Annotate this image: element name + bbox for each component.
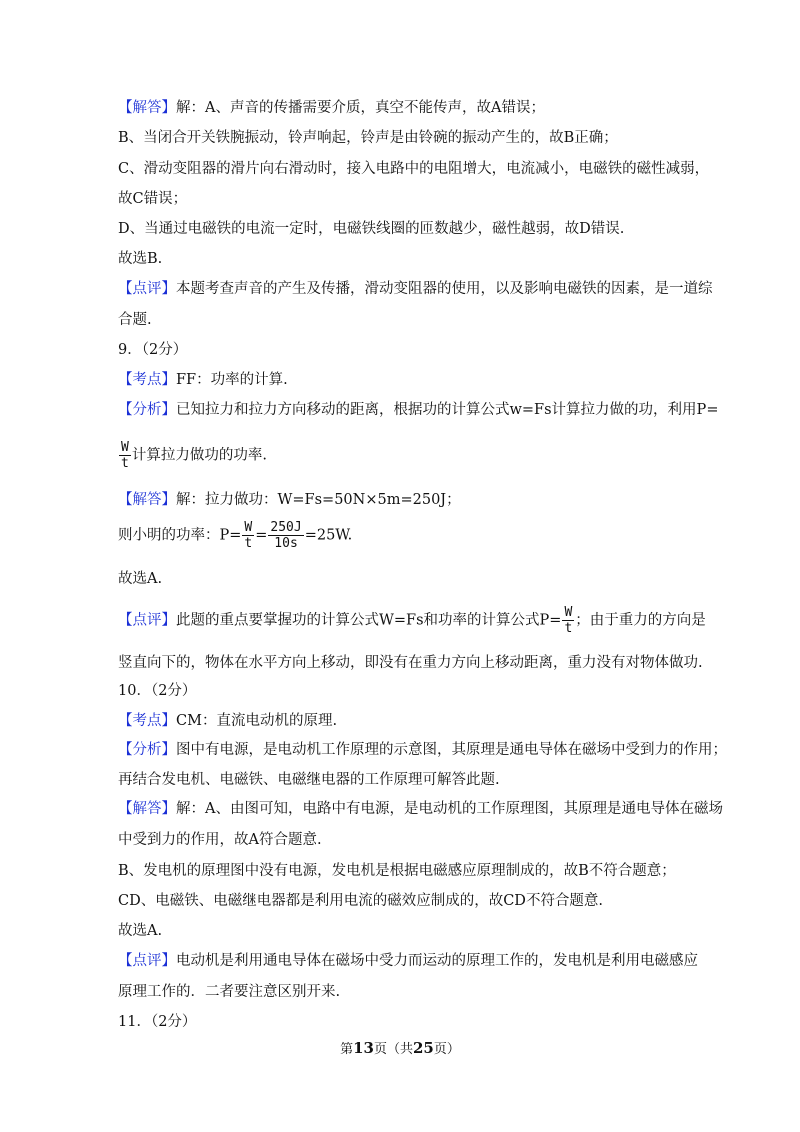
solution-line [118,800,723,818]
comment-line: 【点评】此题的重点要掌握功的计算公式W=Fs和功率的计算公式P= $\frac{W}{t}$ ；由于重力的方向是 [118,605,706,636]
power-formula-line: 则小明的功率：P= $\frac{W}{t}$ = $\frac{250J}{10s}$ =25W. [118,520,353,551]
question-heading-9: 9．（2分） [118,342,188,358]
total-page-number: 25 [413,1039,434,1057]
analysis-line [118,401,718,419]
current-page-number: 13 [353,1039,374,1057]
solution-line-cont: 中受到力的作用，故A符合题意. [118,832,322,848]
keypoint-tag: 【考点】 [118,372,176,388]
solution-tag: 【解答】 [118,492,176,508]
solution-line [118,491,461,509]
keypoint-text: FF：功率的计算. [176,372,288,388]
solution-line-b: B、发电机的原理图中没有电源，发电机是根据电磁感应原理制成的，故B不符合题意； [118,863,676,879]
comment-line-cont: 合题. [118,312,152,328]
answer-tag: 【解答】 [118,100,176,116]
analysis-tag: 【分析】 [118,742,176,758]
keypoint-text: CM：直流电动机的原理. [176,713,338,729]
solution-line-cd: CD、电磁铁、电磁继电器都是利用电流的磁效应制成的，故CD不符合题意. [118,893,604,909]
question-heading-11: 11．（2分） [118,1014,197,1030]
comment-text: 本题考查声音的产生及传播，滑动变阻器的使用，以及影响电磁铁的因素，是一道综 [176,281,713,297]
fraction-250j-over-10s: $\frac{250J}{10s}$ [270,520,302,551]
keypoint-line [118,371,288,389]
comment-line-cont: 竖直向下的，物体在水平方向上移动，即没有在重力方向上移动距离，重力没有对物体做功. [118,655,703,671]
choice-line: 故选A. [118,923,163,939]
comment-text: 电动机是利用通电导体在磁场中受力而运动的原理工作的，发电机是利用电磁感应 [176,953,698,969]
solution-tag: 【解答】 [118,801,176,817]
answer-line-b: B、当闭合开关铁腕振动，铃声响起，铃声是由铃碗的振动产生的，故B正确； [118,130,618,146]
comment-line [118,280,713,298]
comment-tag: 【点评】 [118,612,176,629]
analysis-text: 图中有电源，是电动机工作原理的示意图，其原理是通电导体在磁场中受到力的作用； [176,742,727,758]
page-footer: 第13页（共25页） [340,1039,460,1057]
fraction-w-over-t: $\frac{W}{t}$ [564,605,573,636]
keypoint-tag: 【考点】 [118,713,176,729]
analysis-line-cont: $\frac{W}{t}$ 计算拉力做功的功率. [121,440,267,471]
solution-text: 解：拉力做功：W=Fs=50N×5m=250J； [176,492,461,508]
analysis-line [118,741,727,759]
choice-line: 故选B. [118,251,163,267]
answer-line-c: C、滑动变阻器的滑片向右滑动时，接入电路中的电阻增大，电流减小，电磁铁的磁性减弱， [118,161,710,177]
answer-line-c-cont: 故C错误； [118,191,188,207]
choice-line: 故选A. [118,571,163,587]
answer-text: 解：A、声音的传播需要介质，真空不能传声，故A错误； [176,100,545,116]
fraction-w-over-t: $\frac{W}{t}$ [121,440,129,471]
analysis-line-cont: 再结合发电机、电磁铁、电磁继电器的工作原理可解答此题. [118,772,500,788]
fraction-w-over-t: $\frac{W}{t}$ [244,520,253,551]
solution-text: 解：A、由图可知，电路中有电源，是电动机的工作原理图，其原理是通电导体在磁场 [176,801,723,817]
comment-tag: 【点评】 [118,953,176,969]
answer-line-d: D、当通过电磁铁的电流一定时，电磁铁线圈的匝数越少，磁性越弱，故D错误. [118,221,625,237]
keypoint-line [118,712,337,730]
analysis-text: 已知拉力和拉力方向移动的距离，根据功的计算公式w=Fs计算拉力做的功，利用P= [176,402,719,418]
comment-tag: 【点评】 [118,281,176,297]
answer-line [118,99,545,117]
question-heading-10: 10．（2分） [118,683,197,699]
comment-line-cont: 原理工作的．二者要注意区别开来. [118,984,341,1000]
analysis-tag: 【分析】 [118,402,176,418]
comment-line [118,952,698,970]
